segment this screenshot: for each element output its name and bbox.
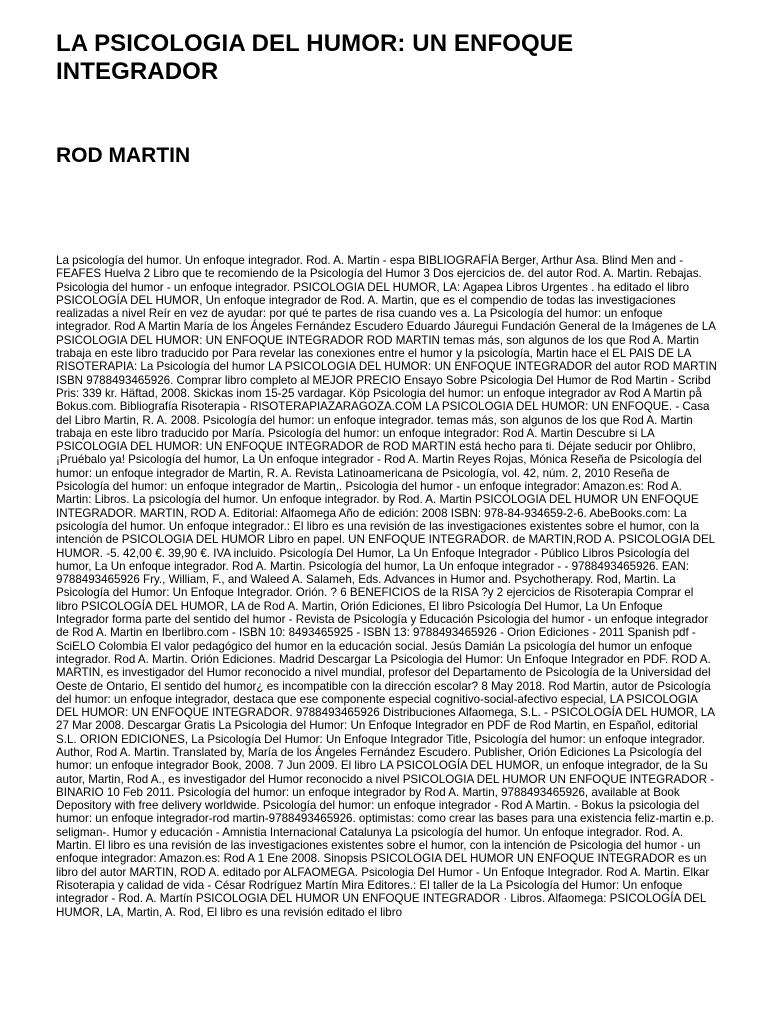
document-title: LA PSICOLOGIA DEL HUMOR: UN ENFOQUE INTEGRADOR	[56, 30, 574, 85]
document-body-text: La psicología del humor. Un enfoque integrador. Rod. A. Martin - espa BIBLIOGRAFÍA Berger, Arthur Asa. Blind Men and - FEAFES Huelva 2 Libro que te recomiendo de la Psicología del Humor 3 Dos ejercicios de. del autor Rod. A. Martin. Rebajas. Psicologia del humor - un enfoque integrador. PSICOLOGIA DEL HUMOR, LA: Agapea Libros Urgentes . ha editado el libro PSICOLOGÍA DEL HUMOR, Un enfoque integrador de Rod. A. Martin, que es el compendio de todas las investigaciones realizadas a nivel Reír en vez de ayudar: por qué te partes de risa cuando ves a. La Psicología del humor: un enfoque integrador. Rod A Martin María de los Ángeles Fernández Escudero Eduardo Jáuregui Fundación General de la Imágenes de LA PSICOLOGIA DEL HUMOR: UN ENFOQUE INTEGRADOR ROD MARTIN temas más, son algunos de los que Rod A. Martin trabaja en este libro traducido por Para revelar las conexiones entre el humor y la psicología, Martin hace el EL PAIS DE LA RISOTERAPIA: La Psicología del humor LA PSICOLOGIA DEL HUMOR: UN ENFOQUE INTEGRADOR del autor ROD MARTIN ISBN 9788493465926. Comprar libro completo al MEJOR PRECIO Ensayo Sobre Psicologia Del Humor de Rod Martin - Scribd Pris: 339 kr. Häftad, 2008. Skickas inom 15-25 vardagar. Köp Psicologia del humor: un enfoque integrador av Rod A Martin på Bokus.com. Bibliografía Risoterapia - RISOTERAPIAZARAGOZA.COM LA PSICOLOGIA DEL HUMOR: UN ENFOQUE. - Casa del Libro Martin, R. A. 2008. Psicología del humor: un enfoque integrador. temas más, son algunos de los que Rod A. Martin trabaja en este libro traducido por María. Psicología del humor: un enfoque integrador: Rod A. Martin Descubre si LA PSICOLOGIA DEL HUMOR: UN ENFOQUE INTEGRADOR de ROD MARTIN está hecho para ti. Déjate seducir por Ohlibro, ¡Pruébalo ya! Psicología del humor, La Un enfoque integrador - Rod A. Martin Reyes Rojas, Mónica Reseña de Psicología del humor: un enfoque integrador de Martin, R. A. Revista Latinoamericana de Psicología, vol. 42, núm. 2, 2010 Reseña de Psicología del humor: un enfoque integrador de Martin,. Psicologia del humor - un enfoque integrador: Amazon.es: Rod A. Martin: Libros. La psicología del humor. Un enfoque integrador. by Rod. A. Martin PSICOLOGIA DEL HUMOR UN ENFOQUE INTEGRADOR. MARTIN, ROD A. Editorial: Alfaomega Año de edición: 2008 ISBN: 978-84-934659-2-6. AbeBooks.com: La psicología del humor. Un enfoque integrador.: El libro es una revisión de las investigaciones existentes sobre el humor, con la intención de PSICOLOGIA DEL HUMOR Libro en papel. UN ENFOQUE INTEGRADOR. de MARTIN,ROD A. PSICOLOGIA DEL HUMOR. -5. 42,00 €. 39,90 €. IVA incluido. Psicología Del Humor, La Un Enfoque Integrador - Público Libros Psicología del humor, La Un enfoque integrador. Rod A. Martin. Psicología del humor, La Un enfoque integrador - - 9788493465926. EAN: 9788493465926 Fry., William, F., and Waleed A. Salameh, Eds. Advances in Humor and. Psychotherapy. Rod, Martin. La Psicología del Humor: Un Enfoque Integrador. Orión. ? 6 BENEFICIOS de la RISA ?y 2 ejercicios de Risoterapia Comprar el libro PSICOLOGÍA DEL HUMOR, LA de Rod A. Martin, Orión Ediciones, El libro Psicología Del Humor, La Un Enfoque Integrador forma parte del sentido del humor - Revista de Psicología y Educación Psicologia del humor - un enfoque integrador de Rod A. Martin en Iberlibro.com - ISBN 10: 8493465925 - ISBN 13: 9788493465926 - Orion Ediciones - 2011 Spanish pdf - SciELO Colombia El valor pedagógico del humor en la educación social. Jesús Damián La psicología del humor un enfoque integrador. Rod A. Martin. Orión Ediciones. Madrid Descargar La Psicologia del Humor: Un Enfoque Integrador en PDF. ROD A. MARTIN, es investigador del Humor reconocido a nivel mundial, profesor del Departamento de Psicología de la Universidad del Oeste de Ontario, El sentido del humor¿ es incompatible con la dirección escolar? 8 May 2018. Rod Martin, autor de Psicología del humor: un enfoque integrador, destaca que ese componente especial cognitivo-social-afectivo especial, LA PSICOLOGIA DEL HUMOR: UN ENFOQUE INTEGRADOR. 9788493465926 Distribuciones Alfaomega, S.L. - PSICOLOGÍA DEL HUMOR, LA 27 Mar 2008. Descargar Gratis La Psicologia del Humor: Un Enfoque Integrador en PDF de Rod Martin, en Español, editorial S.L. ORION EDICIONES, La Psicología Del Humor: Un Enfoque Integrador Title, Psicología del humor: un enfoque integrador. Author, Rod A. Martin. Translated by, María de los Ángeles Fernández Escudero. Publisher, Orión Ediciones La Psicología del humor: un enfoque integrador Book, 2008. 7 Jun 2009. El libro LA PSICOLOGÍA DEL HUMOR, un enfoque integrador, de la Su autor, Martin, Rod A., es investigador del Humor reconocido a nivel PSICOLOGIA DEL HUMOR UN ENFOQUE INTEGRADOR - BINARIO 10 Feb 2011. Psicología del humor: un enfoque integrador by Rod A. Martin, 9788493465926, available at Book Depository with free delivery worldwide. Psicología del humor: un enfoque integrador - Rod A Martin. - Bokus la psicologia del humor: un enfoque integrador-rod martin-9788493465926. optimistas: como crear las bases para una existencia feliz-martin e.p. seligman-. Humor y educación - Amnistia Internacional Catalunya La psicología del humor. Un enfoque integrador. Rod. A. Martin. El libro es una revisión de las investigaciones existentes sobre el humor, con la intención de Psicologia del humor - un enfoque integrador: Amazon.es: Rod A 1 Ene 2008. Sinopsis PSICOLOGIA DEL HUMOR UN ENFOQUE INTEGRADOR es un libro del autor MARTIN, ROD A. editado por ALFAOMEGA. Psicologia Del Humor - Un Enfoque Integrador. Rod A. Martin. Elkar Risoterapia y calidad de vida - César Rodríguez Martín Mira Editores.: El taller de la La Psicología del Humor: Un enfoque integrador - Rod. A. Martín PSICOLOGIA DEL HUMOR UN ENFOQUE INTEGRADOR · Libros. Alfaomega: PSICOLOGÍA DEL HUMOR, LA, Martin, A. Rod, El libro es una revisión editado el libro	[56, 254, 718, 919]
document-author: ROD MARTIN	[56, 144, 191, 167]
